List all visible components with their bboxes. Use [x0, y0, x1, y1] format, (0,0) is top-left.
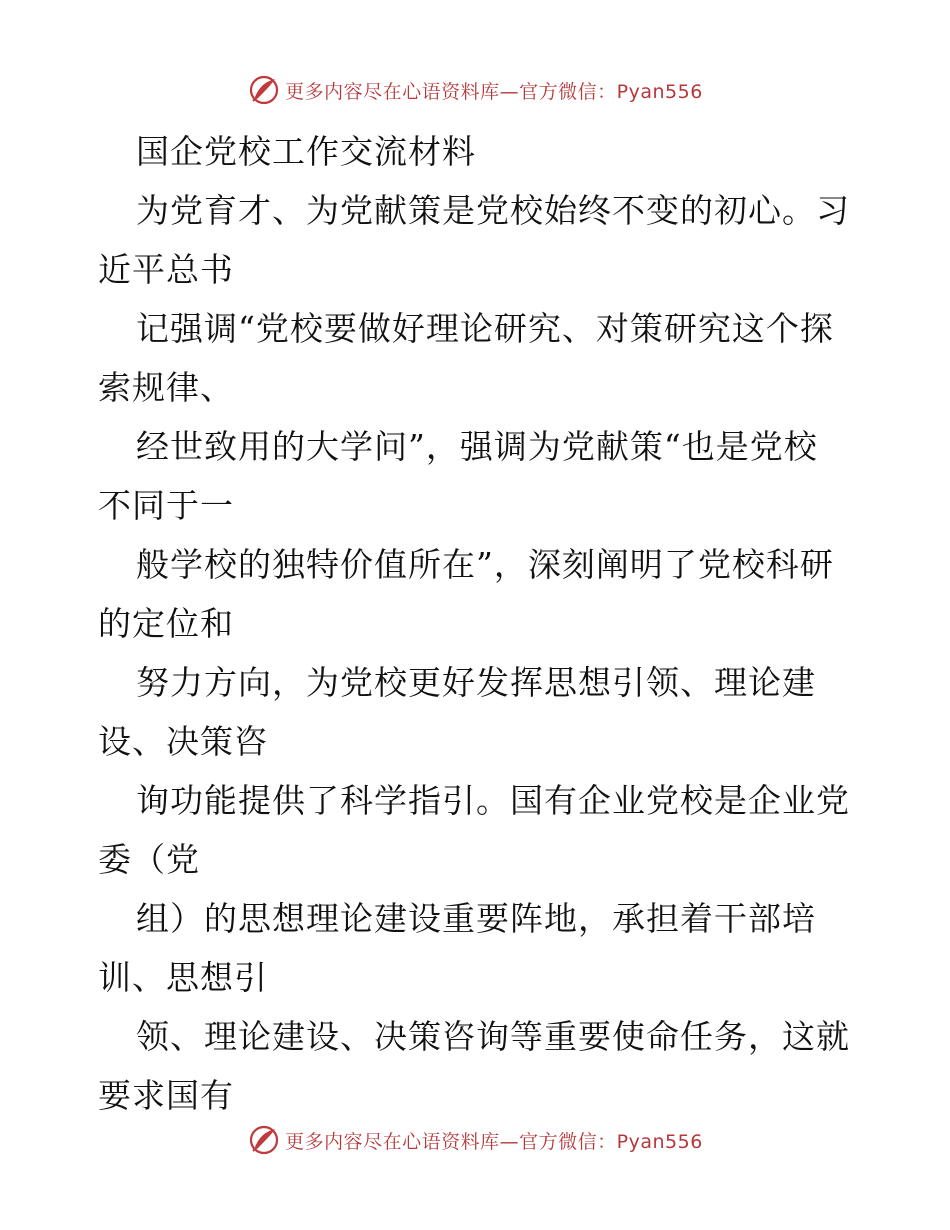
- banner-text: 更多内容尽在心语资料库—官方微信：Pyan556: [285, 80, 703, 103]
- banner-text: 更多内容尽在心语资料库—官方微信：Pyan556: [285, 1130, 703, 1153]
- text-line: 不同于一: [98, 486, 234, 525]
- text-line: 询功能提供了科学指引。国有企业党校是企业党: [136, 781, 850, 820]
- text-line: 般学校的独特价值所在”，深刻阐明了党校科研: [136, 545, 834, 584]
- header-banner: [0, 70, 950, 110]
- text-line: 训、思想引: [98, 958, 268, 997]
- text-line: 努力方向，为党校更好发挥思想引领、理论建: [136, 663, 816, 702]
- text-line: 记强调“党校要做好理论研究、对策研究这个探: [136, 309, 834, 348]
- logo-icon: [247, 1123, 281, 1157]
- text-line: 的定位和: [98, 604, 234, 643]
- text-line: 索规律、: [98, 368, 234, 407]
- footer-banner: [0, 1120, 950, 1160]
- text-line: 要求国有: [98, 1076, 234, 1115]
- logo-icon: [247, 73, 281, 107]
- document-title: 国企党校工作交流材料: [136, 132, 476, 171]
- text-line: 经世致用的大学问”，强调为党献策“也是党校: [136, 427, 818, 466]
- text-line: 设、决策咨: [98, 722, 268, 761]
- text-line: 为党育才、为党献策是党校始终不变的初心。习: [136, 191, 850, 230]
- text-line: 领、理论建设、决策咨询等重要使命任务，这就: [136, 1017, 850, 1056]
- text-line: 组）的思想理论建设重要阵地，承担着干部培: [136, 899, 816, 938]
- text-line: 委（党: [98, 840, 200, 879]
- text-line: 近平总书: [98, 250, 234, 289]
- document-body: [98, 122, 858, 1125]
